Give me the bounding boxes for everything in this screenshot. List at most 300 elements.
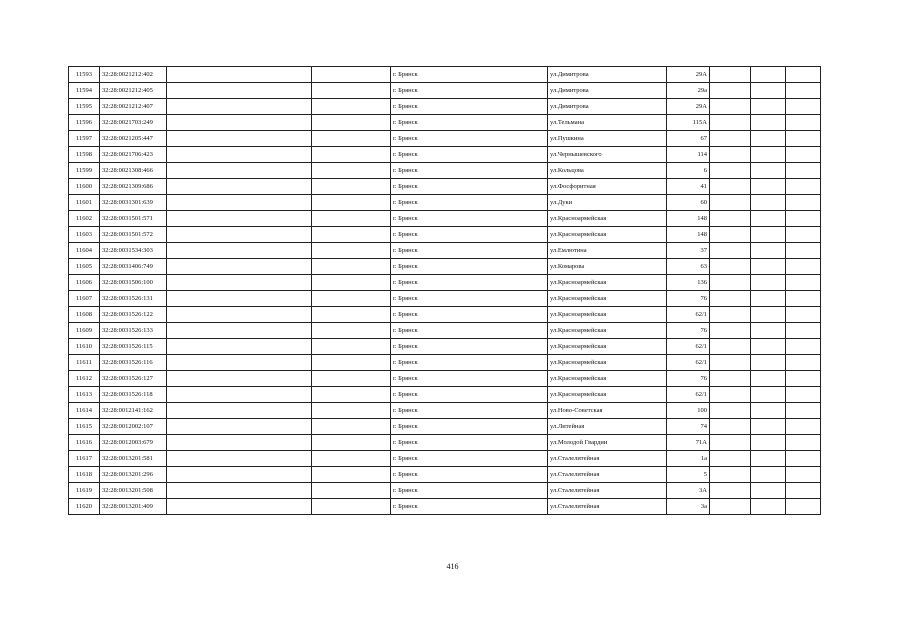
- table-row: [69, 451, 821, 467]
- city-cell: г. Брянск: [391, 115, 548, 131]
- empty-cell: [312, 115, 391, 131]
- empty-cell: [786, 371, 821, 387]
- row-number-cell: 11594: [69, 83, 100, 99]
- row-number-cell: 11597: [69, 131, 100, 147]
- city-cell: г. Брянск: [391, 419, 548, 435]
- empty-cell: [710, 115, 751, 131]
- table-row: [69, 291, 821, 307]
- street-cell: ул.Красноармейская: [548, 339, 667, 355]
- empty-cell: [751, 355, 786, 371]
- table-row: [69, 387, 821, 403]
- street-cell: ул.Сталелитейная: [548, 483, 667, 499]
- cadastral-number-cell: 32:28:0013201:581: [100, 451, 167, 467]
- house-number-cell: 29А: [667, 99, 710, 115]
- table-row: [69, 371, 821, 387]
- city-cell: г. Брянск: [391, 259, 548, 275]
- cadastral-number-cell: 32:28:0031526:122: [100, 307, 167, 323]
- house-number-cell: 37: [667, 243, 710, 259]
- cadastral-number-cell: 32:28:0021703:249: [100, 115, 167, 131]
- empty-cell: [167, 467, 312, 483]
- empty-cell: [751, 115, 786, 131]
- empty-cell: [786, 211, 821, 227]
- empty-cell: [312, 147, 391, 163]
- empty-cell: [167, 259, 312, 275]
- cadastral-number-cell: 32:28:0013201:296: [100, 467, 167, 483]
- empty-cell: [167, 243, 312, 259]
- table-row: [69, 467, 821, 483]
- row-number-cell: 11611: [69, 355, 100, 371]
- empty-cell: [710, 355, 751, 371]
- city-cell: г. Брянск: [391, 195, 548, 211]
- row-number-cell: 11620: [69, 499, 100, 515]
- empty-cell: [312, 419, 391, 435]
- cadastral-number-cell: 32:28:0031526:127: [100, 371, 167, 387]
- city-cell: г. Брянск: [391, 339, 548, 355]
- row-number-cell: 11618: [69, 467, 100, 483]
- empty-cell: [786, 195, 821, 211]
- street-cell: ул.Красноармейская: [548, 291, 667, 307]
- empty-cell: [710, 131, 751, 147]
- empty-cell: [710, 467, 751, 483]
- city-cell: г. Брянск: [391, 275, 548, 291]
- street-cell: ул.Димитрова: [548, 83, 667, 99]
- table-row: [69, 483, 821, 499]
- empty-cell: [786, 467, 821, 483]
- row-number-cell: 11595: [69, 99, 100, 115]
- empty-cell: [167, 275, 312, 291]
- house-number-cell: 63: [667, 259, 710, 275]
- row-number-cell: 11619: [69, 483, 100, 499]
- house-number-cell: 74: [667, 419, 710, 435]
- cadastral-number-cell: 32:28:0021308:466: [100, 163, 167, 179]
- house-number-cell: 1а: [667, 451, 710, 467]
- city-cell: г. Брянск: [391, 387, 548, 403]
- street-cell: ул.Молодой Гвардии: [548, 435, 667, 451]
- empty-cell: [312, 355, 391, 371]
- empty-cell: [167, 435, 312, 451]
- cadastral-number-cell: 32:28:0021205:447: [100, 131, 167, 147]
- empty-cell: [751, 67, 786, 83]
- city-cell: г. Брянск: [391, 67, 548, 83]
- row-number-cell: 11610: [69, 339, 100, 355]
- empty-cell: [167, 483, 312, 499]
- empty-cell: [167, 211, 312, 227]
- house-number-cell: 114: [667, 147, 710, 163]
- row-number-cell: 11615: [69, 419, 100, 435]
- empty-cell: [786, 83, 821, 99]
- empty-cell: [167, 451, 312, 467]
- empty-cell: [312, 99, 391, 115]
- empty-cell: [751, 339, 786, 355]
- empty-cell: [312, 195, 391, 211]
- street-cell: ул.Димитрова: [548, 99, 667, 115]
- empty-cell: [167, 83, 312, 99]
- table-row: [69, 435, 821, 451]
- cadastral-number-cell: 32:28:0031526:133: [100, 323, 167, 339]
- table-row: [69, 163, 821, 179]
- empty-cell: [312, 291, 391, 307]
- city-cell: г. Брянск: [391, 435, 548, 451]
- row-number-cell: 11603: [69, 227, 100, 243]
- empty-cell: [167, 195, 312, 211]
- empty-cell: [312, 339, 391, 355]
- house-number-cell: 6: [667, 163, 710, 179]
- cadastral-number-cell: 32:28:0031526:116: [100, 355, 167, 371]
- row-number-cell: 11604: [69, 243, 100, 259]
- cadastral-number-cell: 32:28:0031534:303: [100, 243, 167, 259]
- empty-cell: [751, 147, 786, 163]
- empty-cell: [710, 179, 751, 195]
- empty-cell: [710, 275, 751, 291]
- empty-cell: [786, 227, 821, 243]
- row-number-cell: 11593: [69, 67, 100, 83]
- empty-cell: [312, 131, 391, 147]
- registry-table: [68, 66, 821, 515]
- row-number-cell: 11609: [69, 323, 100, 339]
- empty-cell: [167, 227, 312, 243]
- page-number: 416: [446, 562, 459, 571]
- house-number-cell: 148: [667, 227, 710, 243]
- cadastral-number-cell: 32:28:0013201:508: [100, 483, 167, 499]
- house-number-cell: 62/1: [667, 307, 710, 323]
- empty-cell: [786, 435, 821, 451]
- empty-cell: [751, 211, 786, 227]
- table-row: [69, 419, 821, 435]
- street-cell: ул.Емлютина: [548, 243, 667, 259]
- empty-cell: [167, 387, 312, 403]
- table-row: [69, 339, 821, 355]
- city-cell: г. Брянск: [391, 483, 548, 499]
- empty-cell: [167, 307, 312, 323]
- empty-cell: [751, 483, 786, 499]
- house-number-cell: 76: [667, 291, 710, 307]
- empty-cell: [710, 67, 751, 83]
- empty-cell: [167, 291, 312, 307]
- street-cell: ул.Литейная: [548, 419, 667, 435]
- empty-cell: [312, 371, 391, 387]
- row-number-cell: 11599: [69, 163, 100, 179]
- street-cell: ул.Сталелитейная: [548, 499, 667, 515]
- street-cell: ул.Чернышевского: [548, 147, 667, 163]
- empty-cell: [312, 323, 391, 339]
- empty-cell: [751, 451, 786, 467]
- table-row: [69, 195, 821, 211]
- empty-cell: [786, 403, 821, 419]
- street-cell: ул.Кольцова: [548, 163, 667, 179]
- empty-cell: [167, 163, 312, 179]
- empty-cell: [786, 131, 821, 147]
- cadastral-number-cell: 32:28:0012003:679: [100, 435, 167, 451]
- empty-cell: [751, 131, 786, 147]
- empty-cell: [167, 99, 312, 115]
- empty-cell: [312, 67, 391, 83]
- cadastral-number-cell: 32:28:0012141:162: [100, 403, 167, 419]
- empty-cell: [751, 387, 786, 403]
- empty-cell: [786, 307, 821, 323]
- empty-cell: [167, 499, 312, 515]
- city-cell: г. Брянск: [391, 147, 548, 163]
- house-number-cell: 62/1: [667, 355, 710, 371]
- street-cell: ул.Тельмана: [548, 115, 667, 131]
- cadastral-number-cell: 32:28:0031406:749: [100, 259, 167, 275]
- street-cell: ул.Фосфоритная: [548, 179, 667, 195]
- table-row: [69, 275, 821, 291]
- empty-cell: [751, 195, 786, 211]
- city-cell: г. Брянск: [391, 371, 548, 387]
- empty-cell: [710, 83, 751, 99]
- empty-cell: [786, 99, 821, 115]
- empty-cell: [786, 419, 821, 435]
- house-number-cell: 62/1: [667, 387, 710, 403]
- empty-cell: [751, 275, 786, 291]
- street-cell: ул.Красноармейская: [548, 227, 667, 243]
- empty-cell: [751, 371, 786, 387]
- empty-cell: [751, 403, 786, 419]
- cadastral-number-cell: 32:28:0031501:571: [100, 211, 167, 227]
- house-number-cell: 67: [667, 131, 710, 147]
- city-cell: г. Брянск: [391, 499, 548, 515]
- empty-cell: [312, 387, 391, 403]
- cadastral-number-cell: 32:28:0031506:100: [100, 275, 167, 291]
- empty-cell: [312, 307, 391, 323]
- empty-cell: [786, 67, 821, 83]
- empty-cell: [167, 67, 312, 83]
- house-number-cell: 3а: [667, 499, 710, 515]
- empty-cell: [312, 435, 391, 451]
- city-cell: г. Брянск: [391, 83, 548, 99]
- empty-cell: [786, 243, 821, 259]
- table-row: [69, 179, 821, 195]
- table-row: [69, 307, 821, 323]
- empty-cell: [751, 259, 786, 275]
- cadastral-number-cell: 32:28:0021309:686: [100, 179, 167, 195]
- row-number-cell: 11607: [69, 291, 100, 307]
- row-number-cell: 11608: [69, 307, 100, 323]
- empty-cell: [167, 131, 312, 147]
- empty-cell: [312, 227, 391, 243]
- row-number-cell: 11601: [69, 195, 100, 211]
- empty-cell: [751, 243, 786, 259]
- empty-cell: [710, 195, 751, 211]
- empty-cell: [786, 355, 821, 371]
- table-row: [69, 403, 821, 419]
- street-cell: ул.Красноармейская: [548, 371, 667, 387]
- row-number-cell: 11614: [69, 403, 100, 419]
- empty-cell: [751, 227, 786, 243]
- empty-cell: [167, 419, 312, 435]
- table-row: [69, 499, 821, 515]
- row-number-cell: 11602: [69, 211, 100, 227]
- empty-cell: [786, 291, 821, 307]
- table-row: [69, 115, 821, 131]
- empty-cell: [751, 467, 786, 483]
- city-cell: г. Брянск: [391, 467, 548, 483]
- empty-cell: [751, 419, 786, 435]
- empty-cell: [167, 323, 312, 339]
- house-number-cell: 148: [667, 211, 710, 227]
- cadastral-number-cell: 32:28:0013201:409: [100, 499, 167, 515]
- cadastral-number-cell: 32:28:0021706:423: [100, 147, 167, 163]
- house-number-cell: 5: [667, 467, 710, 483]
- city-cell: г. Брянск: [391, 243, 548, 259]
- empty-cell: [312, 467, 391, 483]
- empty-cell: [710, 451, 751, 467]
- house-number-cell: 29а: [667, 83, 710, 99]
- empty-cell: [710, 339, 751, 355]
- empty-cell: [312, 179, 391, 195]
- table-row: [69, 211, 821, 227]
- cadastral-number-cell: 32:28:0012002:107: [100, 419, 167, 435]
- empty-cell: [751, 99, 786, 115]
- empty-cell: [312, 403, 391, 419]
- city-cell: г. Брянск: [391, 307, 548, 323]
- street-cell: ул.Красноармейская: [548, 355, 667, 371]
- empty-cell: [312, 499, 391, 515]
- empty-cell: [786, 115, 821, 131]
- cadastral-number-cell: 32:28:0031526:115: [100, 339, 167, 355]
- city-cell: г. Брянск: [391, 403, 548, 419]
- city-cell: г. Брянск: [391, 291, 548, 307]
- row-number-cell: 11596: [69, 115, 100, 131]
- empty-cell: [710, 387, 751, 403]
- empty-cell: [710, 147, 751, 163]
- house-number-cell: 29А: [667, 67, 710, 83]
- empty-cell: [786, 147, 821, 163]
- street-cell: ул.Сталелитейная: [548, 451, 667, 467]
- empty-cell: [786, 451, 821, 467]
- empty-cell: [710, 371, 751, 387]
- city-cell: г. Брянск: [391, 179, 548, 195]
- city-cell: г. Брянск: [391, 323, 548, 339]
- house-number-cell: 62/1: [667, 339, 710, 355]
- row-number-cell: 11616: [69, 435, 100, 451]
- house-number-cell: 76: [667, 371, 710, 387]
- cadastral-number-cell: 32:28:0031501:572: [100, 227, 167, 243]
- street-cell: ул.Ново-Советская: [548, 403, 667, 419]
- empty-cell: [312, 275, 391, 291]
- empty-cell: [710, 163, 751, 179]
- empty-cell: [710, 323, 751, 339]
- house-number-cell: 100: [667, 403, 710, 419]
- empty-cell: [710, 99, 751, 115]
- table-row: [69, 259, 821, 275]
- empty-cell: [786, 179, 821, 195]
- street-cell: ул.Красноармейская: [548, 275, 667, 291]
- street-cell: ул.Красноармейская: [548, 307, 667, 323]
- empty-cell: [167, 115, 312, 131]
- city-cell: г. Брянск: [391, 451, 548, 467]
- empty-cell: [786, 275, 821, 291]
- registry-table-body: [69, 67, 821, 515]
- empty-cell: [312, 163, 391, 179]
- empty-cell: [710, 227, 751, 243]
- empty-cell: [167, 403, 312, 419]
- street-cell: ул.Комарова: [548, 259, 667, 275]
- cadastral-number-cell: 32:28:0021212:402: [100, 67, 167, 83]
- cadastral-number-cell: 32:28:0031526:131: [100, 291, 167, 307]
- street-cell: ул.Сталелитейная: [548, 467, 667, 483]
- empty-cell: [312, 243, 391, 259]
- row-number-cell: 11605: [69, 259, 100, 275]
- empty-cell: [710, 243, 751, 259]
- house-number-cell: 71А: [667, 435, 710, 451]
- row-number-cell: 11600: [69, 179, 100, 195]
- empty-cell: [786, 163, 821, 179]
- empty-cell: [751, 291, 786, 307]
- empty-cell: [167, 371, 312, 387]
- city-cell: г. Брянск: [391, 131, 548, 147]
- city-cell: г. Брянск: [391, 211, 548, 227]
- empty-cell: [786, 387, 821, 403]
- empty-cell: [710, 211, 751, 227]
- empty-cell: [312, 483, 391, 499]
- cadastral-number-cell: 32:28:0021212:405: [100, 83, 167, 99]
- empty-cell: [312, 451, 391, 467]
- row-number-cell: 11613: [69, 387, 100, 403]
- empty-cell: [751, 499, 786, 515]
- empty-cell: [751, 83, 786, 99]
- cadastral-number-cell: 32:28:0021212:407: [100, 99, 167, 115]
- table-row: [69, 67, 821, 83]
- street-cell: ул.Красноармейская: [548, 211, 667, 227]
- empty-cell: [710, 483, 751, 499]
- house-number-cell: 136: [667, 275, 710, 291]
- row-number-cell: 11606: [69, 275, 100, 291]
- empty-cell: [167, 179, 312, 195]
- house-number-cell: 41: [667, 179, 710, 195]
- empty-cell: [710, 435, 751, 451]
- table-row: [69, 99, 821, 115]
- table-row: [69, 131, 821, 147]
- city-cell: г. Брянск: [391, 163, 548, 179]
- house-number-cell: 3А: [667, 483, 710, 499]
- empty-cell: [312, 211, 391, 227]
- street-cell: ул.Красноармейская: [548, 323, 667, 339]
- table-row: [69, 83, 821, 99]
- street-cell: ул.Красноармейская: [548, 387, 667, 403]
- street-cell: ул.Дуки: [548, 195, 667, 211]
- table-row: [69, 243, 821, 259]
- empty-cell: [786, 499, 821, 515]
- empty-cell: [751, 163, 786, 179]
- street-cell: ул.Димитрова: [548, 67, 667, 83]
- table-row: [69, 323, 821, 339]
- house-number-cell: 115А: [667, 115, 710, 131]
- table-row: [69, 147, 821, 163]
- empty-cell: [786, 323, 821, 339]
- empty-cell: [751, 307, 786, 323]
- empty-cell: [710, 259, 751, 275]
- street-cell: ул.Пушкина: [548, 131, 667, 147]
- empty-cell: [312, 83, 391, 99]
- city-cell: г. Брянск: [391, 227, 548, 243]
- empty-cell: [312, 259, 391, 275]
- empty-cell: [786, 259, 821, 275]
- empty-cell: [786, 339, 821, 355]
- empty-cell: [786, 483, 821, 499]
- house-number-cell: 76: [667, 323, 710, 339]
- empty-cell: [167, 355, 312, 371]
- row-number-cell: 11598: [69, 147, 100, 163]
- empty-cell: [710, 499, 751, 515]
- cadastral-number-cell: 32:28:0031526:118: [100, 387, 167, 403]
- city-cell: г. Брянск: [391, 355, 548, 371]
- empty-cell: [710, 291, 751, 307]
- empty-cell: [751, 323, 786, 339]
- city-cell: г. Брянск: [391, 99, 548, 115]
- empty-cell: [710, 419, 751, 435]
- house-number-cell: 60: [667, 195, 710, 211]
